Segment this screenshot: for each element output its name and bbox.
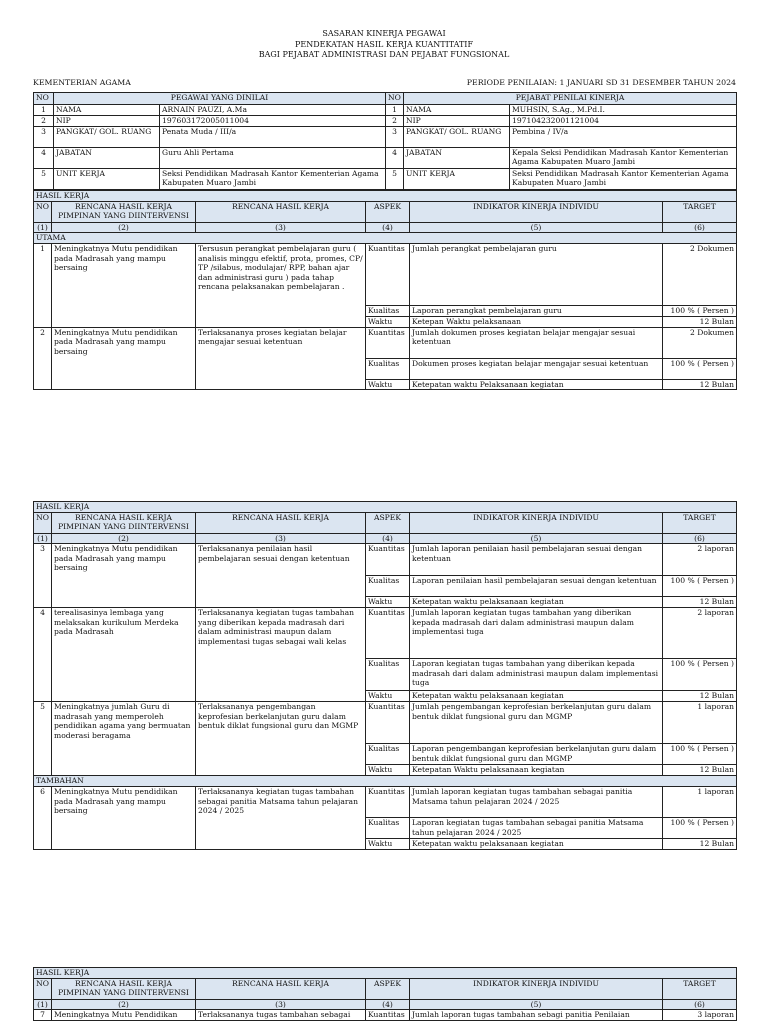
employee-name: ARNAIN PAUZI, A.Ma — [160, 105, 386, 116]
col-target: TARGET — [663, 202, 737, 223]
table-row: Kualitas Laporan perangkat pembelajaran guru 100 % ( Persen ) — [34, 306, 737, 317]
col-target: TARGET — [663, 979, 737, 1000]
col-rhk-pimpinan: RENCANA HASIL KERJA PIMPINAN YANG DIINTERVENSI — [52, 202, 196, 223]
identity-row: 4 JABATAN Guru Ahli Pertama 4 JABATAN Kepala Seksi Pendidikan Madrasah Kantor Kementerian Agama Kabupaten Muaro Jambi — [34, 148, 737, 169]
meta-row — [33, 78, 736, 88]
table-row: 1 Meningkatnya Mutu pendidikan pada Madrasah yang mampu bersaing Tersusun perangkat pembelajaran guru ( analisis minggu efektif, prota, promes, CP/ TP /silabus, modulajar/ RPP, bahan ajar dan administrasi guru ) pada tahap rencana pelaksanakan pembelajaran . Kuantitas Jumlah perangkat pembelajaran guru 2 Dokumen — [34, 244, 737, 306]
section-title: HASIL KERJA — [34, 191, 737, 202]
table-row: Kualitas Laporan kegiatan tugas tambahan yang diberikan kepada madrasah dari dalam administrasi maupun dalam implementasi tuga 100 % ( Persen ) — [34, 659, 737, 691]
col-no: NO — [34, 513, 52, 534]
table-row: Waktu Ketepatan waktu pelaksanaan kegiatan 12 Bulan — [34, 691, 737, 702]
work-results-table-2: HASIL KERJA NO RENCANA HASIL KERJA PIMPINAN YANG DIINTERVENSI RENCANA HASIL KERJA ASPEK INDIKATOR KINERJA INDIVIDU TARGET (1) (2) (3) (4) (5) (6) 3 Meningkatnya Mutu pendidikan pada Madrasah yang mampu bersaing Terlaksananya penilaian hasil pembelajaran sesuai dengan ketentuan Kuantitas Jumlah laporan penilaian hasil pembelajaran sesuai dengan ketentuan 2 laporan Kualitas Laporan penilaian hasil pembelajaran sesuai dengan ketentuan 100 % ( Persen ) Waktu Ketepatan waktu pelaksanaan kegiatan 12 Bulan 4 terealisasinya lembaga yang melaksakan kurikulum Merdeka pada Madrasah Terlaksananya kegiatan tugas tambahan yang diberikan kepada madrasah dari dalam administrasi maupun dalam implementasi tugas sebagai wali kelas Kuantitas Jumlah laporan kegiatan tugas tambahan yang diberikan kepada madrasah dari dalam administrasi maupun dalam implementasi tuga 2 laporan Kualitas Laporan kegiatan tugas tambahan yang diberikan kepada madrasah dari dalam administrasi maupun dalam implementasi tuga 100 % ( Persen ) Waktu Ketepatan waktu pelaksanaan kegiatan 12 Bulan 5 Meningkatnya jumlah Guru di madrasah yang memperoleh pendidikan agama yang bermuatan moderasi beragama Terlaksananya pengembangan keprofesian berkelanjutan guru dalam bentuk diklat fungsional guru dan MGMP Kuantitas Jumlah pengembangan keprofesian berkelanjutan guru dalam bentuk diklat fungsional guru dan MGMP 1 laporan Kualitas Laporan pengembangan keprofesian berkelanjutan guru dalam bentuk diklat fungsional guru dan MGMP 100 % ( Persen ) Waktu Ketepatan Waktu pelaksanaan kegiatan 12 Bulan TAMBAHAN 6 Meningkatnya Mutu pendidikan pada Madrasah yang mampu bersaing Terlaksananya kegiatan tugas tambahan sebagai panitia Matsama tahun pelajaran 2024 / 2025 Kuantitas Jumlah laporan kegiatan tugas tambahan sebagai panitia Matsama tahun pelajaran 2024 / 2025 1 laporan Kualitas Laporan kegiatan tugas tambahan sebagai panitia Matsama tahun pelajaran 2024 / 2025 100 % ( Persen ) Waktu Ketepatan waktu pelaksanaan kegiatan 12 Bulan — [33, 501, 737, 850]
col-indikator: INDIKATOR KINERJA INDIVIDU — [410, 979, 663, 1000]
table-row: Kualitas Laporan pengembangan keprofesian berkelanjutan guru dalam bentuk diklat fungsional guru dan MGMP 100 % ( Persen ) — [34, 744, 737, 765]
title-line-1: SASARAN KINERJA PEGAWAI — [322, 29, 446, 38]
col-rhk: RENCANA HASIL KERJA — [196, 979, 366, 1000]
evaluator-header: PEJABAT PENILAI KINERJA — [404, 93, 737, 105]
document-header — [0, 29, 768, 61]
employee-rank: Penata Muda / III/a — [160, 127, 386, 148]
table-row: Kualitas Laporan penilaian hasil pembelajaran sesuai dengan ketentuan 100 % ( Persen ) — [34, 576, 737, 597]
evaluated-employee-header: PEGAWAI YANG DINILAI — [54, 93, 386, 105]
category-utama: UTAMA — [34, 233, 737, 244]
title-line-2: PENDEKATAN HASIL KERJA KUANTITATIF — [294, 39, 474, 49]
identity-table — [33, 92, 737, 190]
section-title: HASIL KERJA — [34, 968, 737, 979]
col-rhk-pimpinan: RENCANA HASIL KERJA PIMPINAN YANG DIINTERVENSI — [52, 513, 196, 534]
assessment-period: PERIODE PENILAIAN: 1 JANUARI SD 31 DESEMBER TAHUN 2024 — [466, 78, 736, 87]
table-row: 6 Meningkatnya Mutu pendidikan pada Madrasah yang mampu bersaing Terlaksananya kegiatan tugas tambahan sebagai panitia Matsama tahun pelajaran 2024 / 2025 Kuantitas Jumlah laporan kegiatan tugas tambahan sebagai panitia Matsama tahun pelajaran 2024 / 2025 1 laporan — [34, 787, 737, 818]
employee-unit: Seksi Pendidikan Madrasah Kantor Kementerian Agama Kabupaten Muaro Jambi — [160, 169, 386, 190]
table-row: 2 Meningkatnya Mutu pendidikan pada Madrasah yang mampu bersaing Terlaksananya proses kegiatan belajar mengajar sesuai ketentuan Kuantitas Jumlah dokumen proses kegiatan belajar mengajar sesuai ketentuan 2 Dokumen — [34, 327, 737, 358]
table-row: Waktu Ketepan Waktu pelaksanaan 12 Bulan — [34, 317, 737, 327]
table-row: 7 Meningkatnya Mutu Pendidikan Terlaksananya tugas tambahan sebagai Kuantitas Jumlah laporan tugas tambahan sebagi panitia Penilaian 3 laporan — [34, 1010, 737, 1021]
table-row: Waktu Ketepatan waktu pelaksanaan kegiatan 12 Bulan — [34, 597, 737, 608]
col-no: NO — [34, 202, 52, 223]
identity-row: 5 UNIT KERJA Seksi Pendidikan Madrasah Kantor Kementerian Agama Kabupaten Muaro Jambi 5 UNIT KERJA Seksi Pendidikan Madrasah Kantor Kementerian Agama Kabupaten Muaro Jambi — [34, 169, 737, 190]
col-indikator: INDIKATOR KINERJA INDIVIDU — [410, 513, 663, 534]
table-row: 4 terealisasinya lembaga yang melaksakan kurikulum Merdeka pada Madrasah Terlaksananya kegiatan tugas tambahan yang diberikan kepada madrasah dari dalam administrasi maupun dalam implementasi tugas sebagai wali kelas Kuantitas Jumlah laporan kegiatan tugas tambahan yang diberikan kepada madrasah dari dalam administrasi maupun dalam implementasi tuga 2 laporan — [34, 608, 737, 659]
col-aspek: ASPEK — [366, 979, 410, 1000]
table-row: Waktu Ketepatan Waktu pelaksanaan kegiatan 12 Bulan — [34, 765, 737, 776]
evaluator-name: MUHSIN, S.Ag., M.Pd.I. — [510, 105, 737, 116]
col-aspek: ASPEK — [366, 513, 410, 534]
identity-row: 3 PANGKAT/ GOL. RUANG Penata Muda / III/a 3 PANGKAT/ GOL. RUANG Pembina / IV/a — [34, 127, 737, 148]
title-line-3: BAGI PEJABAT ADMINISTRASI DAN PEJABAT FUNGSIONAL — [258, 50, 510, 60]
employee-nip: 197603172005011004 — [160, 116, 386, 127]
page-1-block — [33, 92, 736, 390]
evaluator-position: Kepala Seksi Pendidikan Madrasah Kantor Kementerian Agama Kabupaten Muaro Jambi — [510, 148, 737, 169]
employee-position: Guru Ahli Pertama — [160, 148, 386, 169]
page-2-block — [33, 501, 736, 850]
table-row: Kualitas Laporan kegiatan tugas tambahan sebagai panitia Matsama tahun pelajaran 2024 / 2025 100 % ( Persen ) — [34, 818, 737, 839]
table-row: 3 Meningkatnya Mutu pendidikan pada Madrasah yang mampu bersaing Terlaksananya penilaian hasil pembelajaran sesuai dengan ketentuan Kuantitas Jumlah laporan penilaian hasil pembelajaran sesuai dengan ketentuan 2 laporan — [34, 544, 737, 576]
col-rhk: RENCANA HASIL KERJA — [196, 513, 366, 534]
col-indikator: INDIKATOR KINERJA INDIVIDU — [410, 202, 663, 223]
work-results-table-1: HASIL KERJA NO RENCANA HASIL KERJA PIMPINAN YANG DIINTERVENSI RENCANA HASIL KERJA ASPEK INDIKATOR KINERJA INDIVIDU TARGET (1) (2) (3) (4) (5) (6) UTAMA 1 Meningkatnya Mutu pendidikan pada Madrasah yang mampu bersaing Tersusun perangkat pembelajaran guru ( analisis minggu efektif, prota, promes, CP/ TP /silabus, modulajar/ RPP, bahan ajar dan administrasi guru ) pada tahap rencana pelaksanakan pembelajaran . Kuantitas Jumlah perangkat pembelajaran guru 2 Dokumen Kualitas Laporan perangkat pembelajaran guru 100 % ( Persen ) Waktu Ketepan Waktu pelaksanaan 12 Bulan 2 Meningkatnya Mutu pendidikan pada Madrasah yang mampu bersaing Terlaksananya proses kegiatan belajar mengajar sesuai ketentuan Kuantitas Jumlah dokumen proses kegiatan belajar mengajar sesuai ketentuan 2 Dokumen Kualitas Dokumen proses kegiatan belajar mengajar sesuai ketentuan 100 % ( Persen ) Waktu Ketepatan waktu Pelaksanaan kegiatan 12 Bulan — [33, 190, 737, 390]
identity-row: 2 NIP 197603172005011004 2 NIP 197104232001121004 — [34, 116, 737, 127]
work-results-table-3: HASIL KERJA NO RENCANA HASIL KERJA PIMPINAN YANG DIINTERVENSI RENCANA HASIL KERJA ASPEK INDIKATOR KINERJA INDIVIDU TARGET (1) (2) (3) (4) (5) (6) 7 Meningkatnya Mutu Pendidikan Terlaksananya tugas tambahan sebagai Kuantitas Jumlah laporan tugas tambahan sebagi panitia Penilaian 3 laporan — [33, 967, 737, 1021]
col-rhk: RENCANA HASIL KERJA — [196, 202, 366, 223]
identity-no-header-right: NO — [386, 93, 404, 105]
category-tambahan: TAMBAHAN — [34, 776, 737, 787]
identity-row: 1 NAMA ARNAIN PAUZI, A.Ma 1 NAMA MUHSIN, S.Ag., M.Pd.I. — [34, 105, 737, 116]
col-target: TARGET — [663, 513, 737, 534]
page-3-block — [33, 967, 736, 1021]
table-row: 5 Meningkatnya jumlah Guru di madrasah yang memperoleh pendidikan agama yang bermuatan moderasi beragama Terlaksananya pengembangan keprofesian berkelanjutan guru dalam bentuk diklat fungsional guru dan MGMP Kuantitas Jumlah pengembangan keprofesian berkelanjutan guru dalam bentuk diklat fungsional guru dan MGMP 1 laporan — [34, 702, 737, 744]
evaluator-rank: Pembina / IV/a — [510, 127, 737, 148]
col-aspek: ASPEK — [366, 202, 410, 223]
col-no: NO — [34, 979, 52, 1000]
table-row: Kualitas Dokumen proses kegiatan belajar mengajar sesuai ketentuan 100 % ( Persen ) — [34, 358, 737, 379]
agency-name: KEMENTERIAN AGAMA — [33, 78, 131, 87]
table-row: Waktu Ketepatan waktu Pelaksanaan kegiatan 12 Bulan — [34, 379, 737, 389]
identity-no-header: NO — [34, 93, 54, 105]
section-title: HASIL KERJA — [34, 502, 737, 513]
col-rhk-pimpinan: RENCANA HASIL KERJA PIMPINAN YANG DIINTERVENSI — [52, 979, 196, 1000]
table-row: Waktu Ketepatan waktu pelaksanaan kegiatan 12 Bulan — [34, 839, 737, 850]
evaluator-unit: Seksi Pendidikan Madrasah Kantor Kementerian Agama Kabupaten Muaro Jambi — [510, 169, 737, 190]
evaluator-nip: 197104232001121004 — [510, 116, 737, 127]
